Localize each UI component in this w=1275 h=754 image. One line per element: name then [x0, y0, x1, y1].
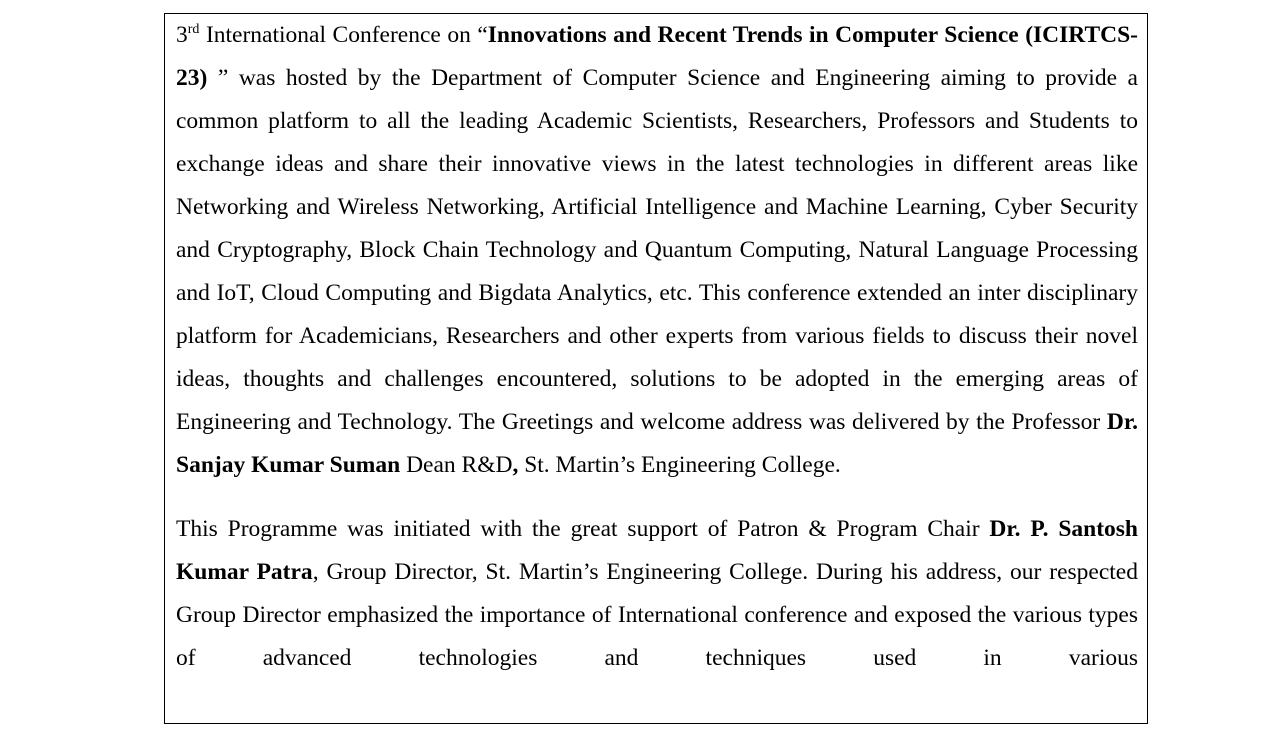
dean-title: Dean R&D [400, 452, 513, 478]
conference-intro-paragraph [176, 14, 1138, 487]
bold-comma: , [512, 452, 519, 478]
programme-text-2: , Group Director, St. Martin’s Engineering College. During his address, our respected Group Director emphasized the importance of International conference and exposed the various types of advanced technologies and techniques used in various [176, 559, 1138, 671]
group-director-name: Dr. P. Santosh Kumar Patra [176, 516, 1139, 585]
ordinal-number: 3 [176, 22, 188, 48]
document-body [176, 14, 1138, 680]
ordinal-suffix: rd [187, 22, 200, 37]
document-page-frame [164, 13, 1148, 724]
conference-title: Innovations and Recent Trends in Computer Science (ICIRTCS-23) [176, 22, 1138, 91]
intro-text-1: International Conference on “ [199, 22, 488, 48]
intro-text-2: ” was hosted by the Department of Computer Science and Engineering aiming to provide a common platform to all the leading Academic Scientists, Researchers, Professors and Students to exchange ideas and share their innovative views in the latest technologies in different areas like Networking and Wireless Networking, Artificial Intelligence and Machine Learning, Cyber Security and Cryptography, Block Chain Technology and Quantum Computing, Natural Language Processing and IoT, Cloud Computing and Bigdata Analytics, etc. This conference extended an inter disciplinary platform for Academicians, Researchers and other experts from various fields to discuss their novel ideas, thoughts and challenges encountered, solutions to be adopted in the emerging areas of Engineering and Technology. The Greetings and welcome address was delivered by the Professor [176, 65, 1138, 435]
programme-initiation-paragraph [176, 508, 1138, 680]
college-name-text: St. Martin’s Engineering College. [518, 452, 841, 478]
programme-text-1: This Programme was initiated with the great support of Patron & Program Chair [176, 516, 990, 542]
dean-name: Dr. Sanjay Kumar Suman [176, 409, 1138, 478]
